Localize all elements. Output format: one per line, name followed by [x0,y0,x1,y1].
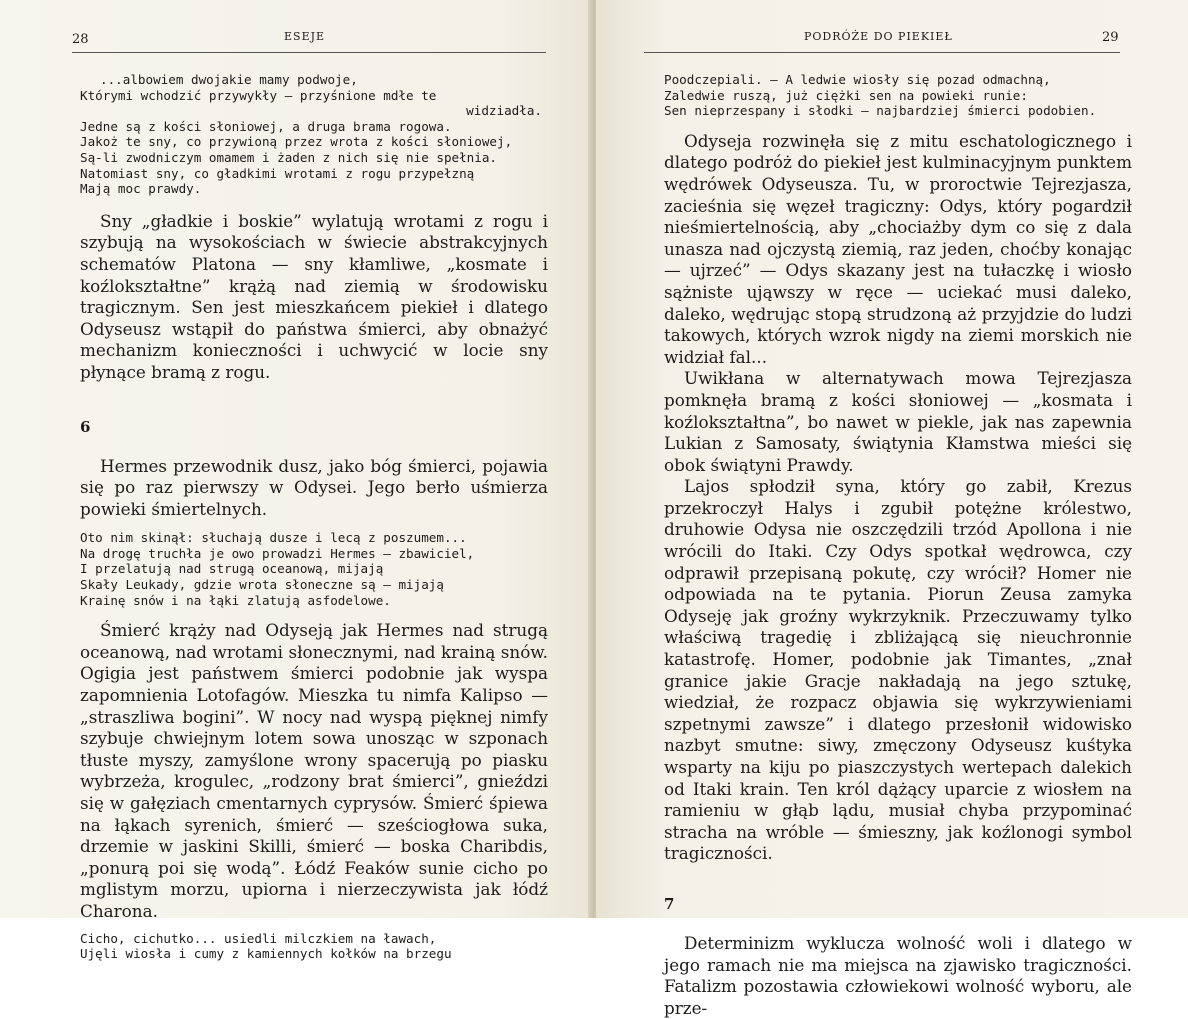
verse-line: Krainę snów i na łąki zlatują asfodelowe. [80,592,391,608]
verse-line: Jakoż te sny, co przywioną przez wrota z kości słoniowej, [80,134,513,150]
verse-line: Zaledwie ruszą, już ciężki sen na powieki runie: [664,87,1028,103]
verse-line: Na drogę truchła je owo prowadzi Hermes — zbawiciel, [80,545,475,561]
page-number-right: 29 [1102,30,1119,45]
verse-line: widziadła. [466,103,542,119]
verse-line: Jedne są z kości słoniowej, a druga brama rogowa. [80,118,452,134]
verse-line: Natomiast sny, co gładkimi wrotami z rogu przypełzną [80,165,475,181]
running-header-right: PODRÓŻE DO PIEKIEŁ [804,30,953,43]
page-number-left: 28 [72,32,89,47]
paragraph: Sny „gładkie i boskie” wylatują wrotami z rogu i szybują na wysokościach w świecie abstrakcyjnych schematów Platona — sny kłamliwe, „kosmate i koźlokształtne” krążą nad ziemią w środowisku tragicznym. Sen jest mieszkańcem piekieł i dlatego Odyseusz wstąpił do państwa śmierci, aby obnażyć mechanizm konieczności i uchwycić w locie sny płynące bramą z rogu. [80,210,548,382]
paragraph: Uwikłana w alternatywach mowa Tejrezjasza pomknęła bramą z kości słoniowej — „kosmata i koźlokształtna”, bo nawet w piekle, jak nas zapewnia Lukian z Samosaty, świątynia Kłamstwa mieści się obok świątyni Prawdy. [664,368,1132,475]
verse-line: Poodczepiali. — A ledwie wiosły się pozad odmachną, [664,72,1051,87]
verse-block-4 [664,72,1132,119]
right-page [596,0,1188,1018]
verse-line: Sen nieprzespany i słodki — najbardziej śmierci podobien. [664,103,1097,119]
paragraph: Lajos spłodził syna, który go zabił, Krezus przekroczył Halys i zgubił potężne królestwo, druhowie Odysa nie oszczędzili trzód Apollona i nie wrócili do Itaki. Czy Odys spotkał wędrowca, czy odprawił przepisaną pokutę, czy wrócił? Homer nie odpowiada na te pytania. Piorun Zeusa zamyka Odyseję jak groźny wykrzyknik. Przeczuwamy tylko właściwą tragedię i zbliżającą się nieuchronnie katastrofę. Homer, podobnie jak Timantes, „znał granice jakie Gracje nakładają na jego sztukę, wiedział, że rozpacz objawia się wykrzywieniami szpetnymi zawsze” i dlatego przesłonił widowisko nazbyt smutne: siwy, zmęczony Odyseusz kuśtyka wsparty na kiju po piaszczystych wertepach dalekich od Itaki krain. Ten król dążący uparcie z wiosłem na ramieniu w głąb lądu, musiał chyba przypominać stracha na wróble — śmieszny, jak koźlonogi symbol tragiczności. [664,476,1132,864]
right-page-content [664,72,1132,1019]
left-page [0,0,592,962]
paragraph: Determinizm wyklucza wolność woli i dlatego w jego ramach nie ma miejsca na zjawisko tragiczności. Fatalizm pozostawia człowiekowi wolność wyboru, ale prze- [664,932,1132,1018]
verse-line: Którymi wchodzić przywykły — przyśnione mdłe te [80,87,437,103]
verse-line: ...albowiem dwojakie mamy podwoje, [100,72,358,87]
verse-line: Ujęli wiosła i cumy z kamiennych kołków na brzegu [80,946,452,962]
verse-block-3 [80,931,548,962]
verse-line: Mają moc prawdy. [80,181,202,197]
running-header-left: ESEJE [284,30,326,43]
verse-line: Skały Leukady, gdzie wrota słoneczne są — mijają [80,577,444,593]
verse-line: Są-li zwodniczym omamem i żaden z nich się nie spełnia. [80,149,498,165]
paragraph: Hermes przewodnik dusz, jako bóg śmierci, pojawia się po raz pierwszy w Odysei. Jego berło uśmierza powieki śmiertelnych. [80,455,548,519]
verse-block-1 [80,72,548,197]
verse-line: Cicho, cichutko... usiedli milczkiem na ławach, [80,930,437,946]
paragraph: Odyseja rozwinęła się z mitu eschatologicznego i dlatego podróż do piekieł jest kulminacyjnym punktem wędrówek Odyseusza. Tu, w proroctwie Tejrezjasza, zacieśnia się węzeł tragiczny: Odys, który pogardził nieśmiertelnością, aby „chociażby dym co się z dala unasza nad ojczystą ziemią, raz jeden, choćby konając — ujrzeć” — Odys skazany jest na tułaczkę i wiosło sążniste ująwszy w ręce — uciekać musi daleko, daleko, wędrując stopą strudzoną aż przyjdzie do ludzi takowych, których wzrok nigdy na ziemi morskich nie widział fal... [664,130,1132,367]
header-rule-left [72,52,546,53]
verse-line: Oto nim skinął: słuchają dusze i lecą z poszumem... [80,530,467,546]
verse-block-2 [80,530,548,608]
verse-line: I przelatują nad strugą oceanową, mijają [80,561,384,577]
header-rule-right [644,52,1120,53]
section-number-6: 6 [80,417,91,436]
section-number-7: 7 [664,894,675,913]
left-page-content [80,72,548,962]
paragraph: Śmierć krąży nad Odyseją jak Hermes nad strugą oceanową, nad wrotami słonecznymi, nad krainą snów. Ogigia jest państwem śmierci podobnie jak wyspa zapomnienia Lotofagów. Mieszka tu nimfa Kalipso — „straszliwa bogini”. W nocy nad wyspą pięknej nimfy szybuje chwiejnym lotem sowa unosząc w szponach tłuste myszy, zamyślone wrony spacerują po piasku wybrzeża, krogulec, „rodzony brat śmierci”, gnieździ się w gałęziach cmentarnych cyprysów. Śmierć śpiewa na łąkach syrenich, śmierć — sześciogłowa suka, drzemie w jaskini Skilli, śmierć — boska Charibdis, „ponurą poi się wodą”. Łódź Feaków sunie cicho po mglistym morzu, upiorna i nierzeczywista jak łódź Charona. [80,620,548,921]
